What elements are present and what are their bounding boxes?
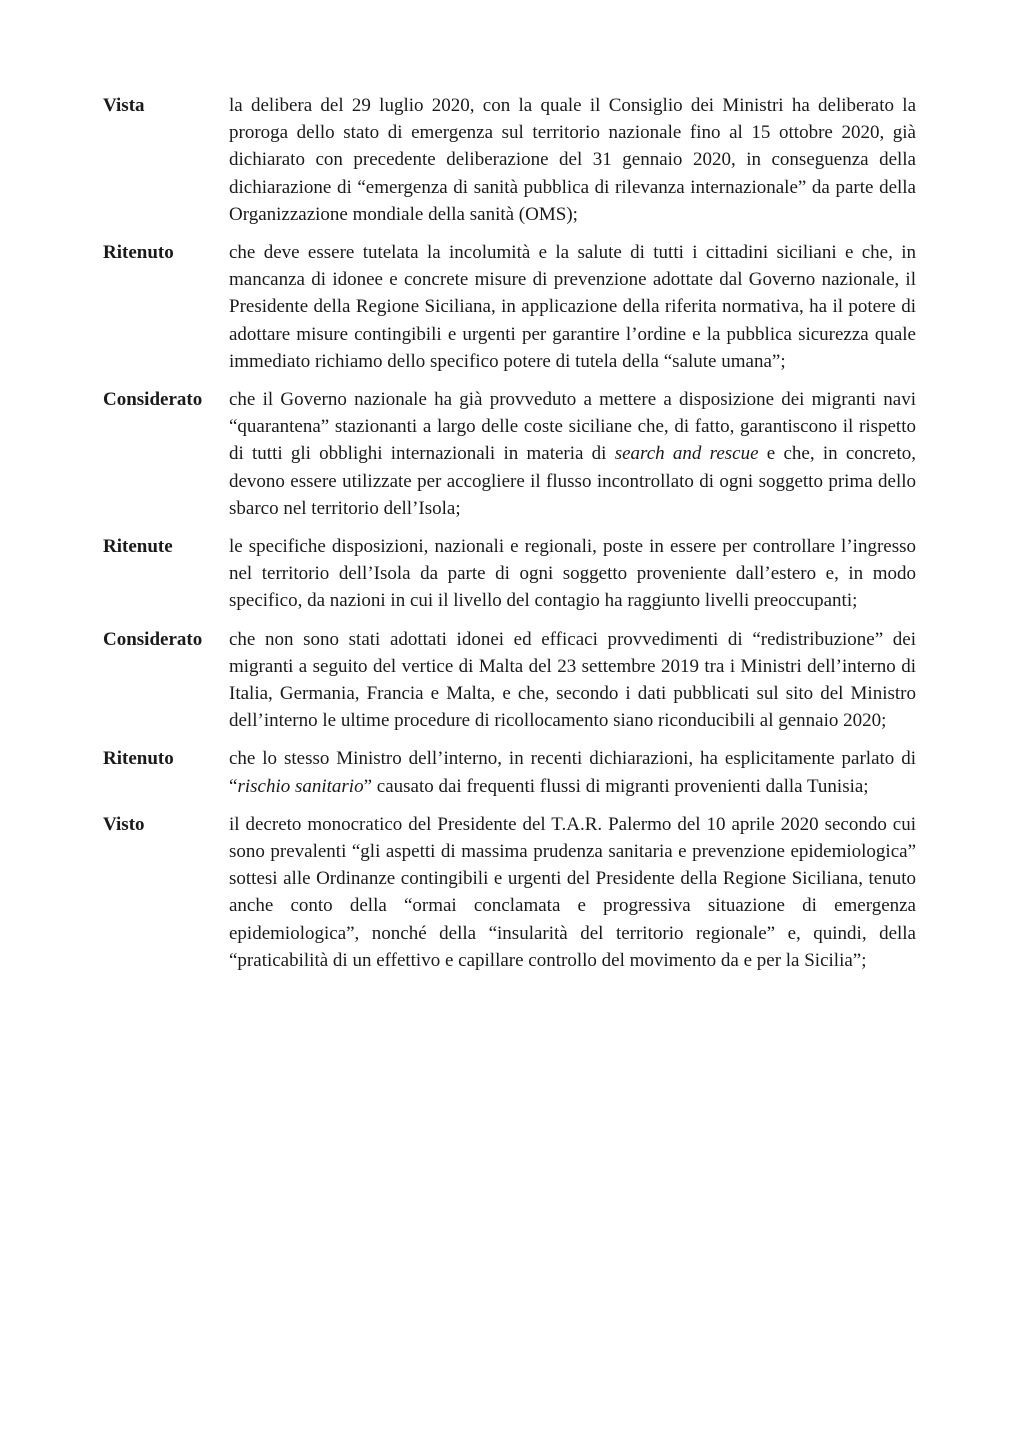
italic-term: rischio sanitario	[237, 775, 364, 797]
clause-label: Vista	[103, 95, 145, 116]
clause-text: che deve essere tutelata la incolumità e la salute di tutti i cittadini siciliani e che, in mancanza di idonee e concrete misure di prevenzione adottate dal Governo nazionale, il Presidente della Regione Siciliana, in applicazione della riferita normativa, ha il potere di adottare misure contingibili e urgenti per garantire l’ordine e la pubblica sicurezza quale immediato richiamo dello specifico potere di tutela della “salute umana”;	[229, 242, 916, 372]
clause-label: Ritenuto	[103, 748, 174, 770]
clause-text: le specifiche disposizioni, nazionali e regionali, poste in essere per controllare l’ingresso nel territorio dell’Isola da parte di ogni soggetto proveniente dall’estero e, in modo specifico, da nazioni in cui il livello del contagio ha raggiunto livelli preoccupanti;	[229, 536, 916, 612]
clause-text: il decreto monocratico del Presidente del T.A.R. Palermo del 10 aprile 2020 secondo cui sono prevalenti “gli aspetti di massima prudenza sanitaria e prevenzione epidemiologica” sottesi alle Ordinanze contingibili e urgenti del Presidente della Regione Siciliana, tenuto anche conto della “ormai conclamata e progressiva situazione di emergenza epidemiologica”, nonché della “insularità del territorio regionale” e, quindi, della “praticabilità di un effettivo e capillare controllo del movimento da e per la Sicilia”;	[229, 813, 916, 971]
clause-ritenuto-2	[103, 745, 916, 799]
clause-label: Considerato	[103, 628, 203, 650]
clause-label: Ritenute	[103, 536, 173, 558]
clause-label: Ritenuto	[103, 242, 174, 264]
clause-ritenute	[103, 533, 916, 615]
clause-label: Considerato	[103, 389, 203, 411]
document-page	[103, 92, 916, 985]
clause-text: che lo stesso Ministro dell’interno, in recenti dichiarazioni, ha esplicitamente parlato di “rischio sanitario” causato dai frequenti flussi di migranti provenienti dalla Tunisia;	[229, 748, 916, 797]
clause-label: Visto	[103, 813, 145, 835]
clause-visto	[103, 811, 916, 974]
clause-ritenuto-1	[103, 239, 916, 375]
italic-term: search and rescue	[614, 443, 759, 465]
clause-considerato-1	[103, 386, 916, 522]
clause-text: che non sono stati adottati idonei ed efficaci provvedimenti di “redistribuzione” dei migranti a seguito del vertice di Malta del 23 settembre 2019 tra i Ministri dell’interno di Italia, Germania, Francia e Malta, e che, secondo i dati pubblicati sul sito del Ministro dell’interno le ultime procedure di ricollocamento siano riconducibili al gennaio 2020;	[229, 628, 916, 732]
clause-text: la delibera del 29 luglio 2020, con la quale il Consiglio dei Ministri ha deliberato la proroga dello stato di emergenza sul territorio nazionale fino al 15 ottobre 2020, già dichiarato con precedente deliberazione del 31 gennaio 2020, in conseguenza della dichiarazione di “emergenza di sanità pubblica di rilevanza internazionale” da parte della Organizzazione mondiale della sanità (OMS);	[229, 95, 916, 225]
clause-vista	[103, 92, 916, 228]
clause-text: che il Governo nazionale ha già provveduto a mettere a disposizione dei migranti navi “quarantena” stazionanti a largo delle coste siciliane che, di fatto, garantiscono il rispetto di tutti gli obblighi internazionali in materia di search and rescue e che, in concreto, devono essere utilizzate per accogliere il flusso incontrollato di ogni soggetto prima dello sbarco nel territorio dell’Isola;	[229, 389, 917, 519]
clause-considerato-2	[103, 626, 916, 735]
